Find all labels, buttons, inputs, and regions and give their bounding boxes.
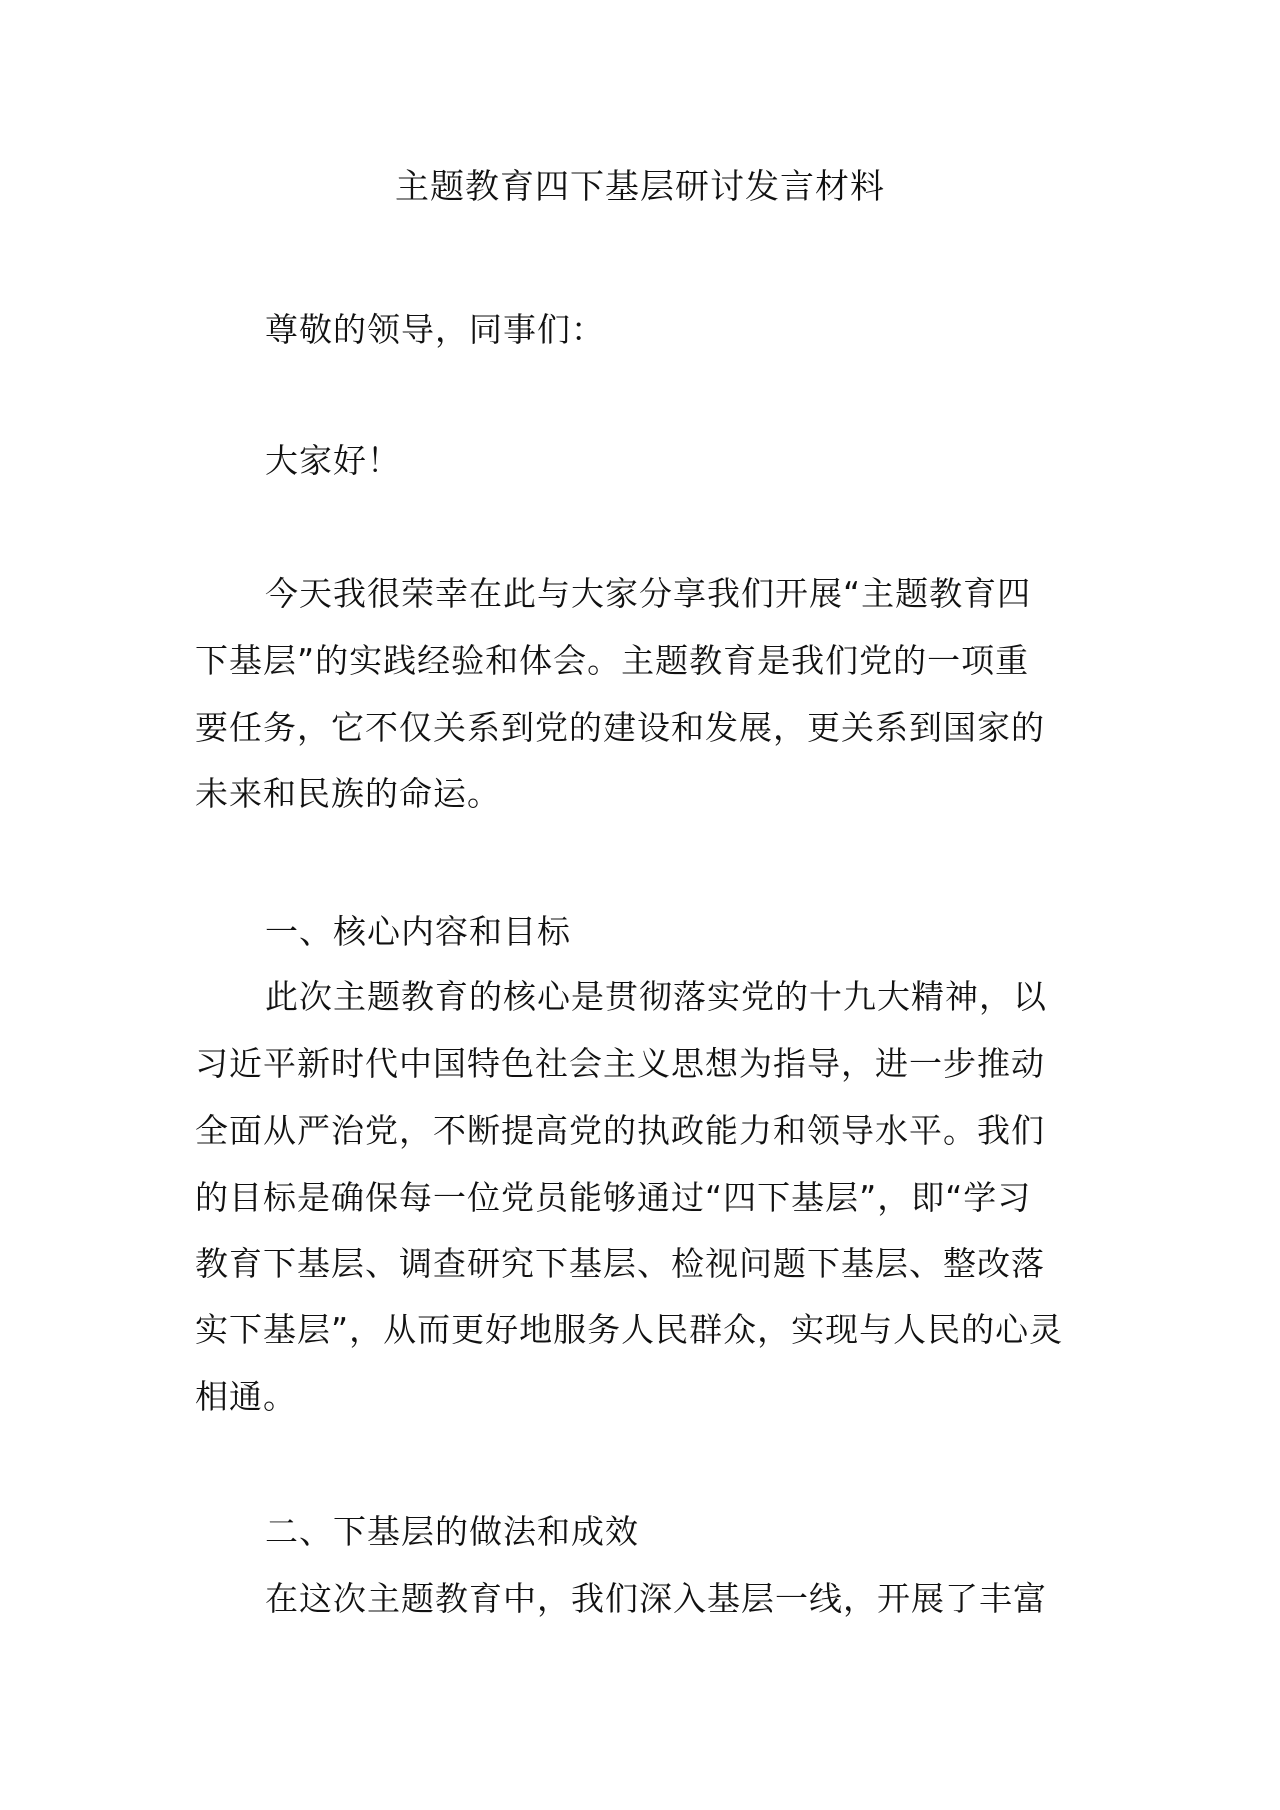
intro-line: 未来和民族的命运。	[195, 774, 501, 813]
section1-line: 教育下基层、调查研究下基层、检视问题下基层、整改落	[195, 1244, 1045, 1283]
section2-line: 在这次主题教育中，我们深入基层一线，开展了丰富	[265, 1579, 1047, 1618]
section1-line: 实下基层”，从而更好地服务人民群众，实现与人民的心灵	[195, 1310, 1064, 1349]
section1-line: 相通。	[195, 1377, 297, 1416]
intro-line: 要任务，它不仅关系到党的建设和发展，更关系到国家的	[195, 708, 1045, 747]
document-title: 主题教育四下基层研讨发言材料	[395, 167, 885, 207]
section-heading-2: 二、下基层的做法和成效	[265, 1512, 639, 1551]
greeting: 大家好！	[265, 441, 401, 480]
salutation: 尊敬的领导，同事们：	[265, 310, 605, 349]
intro-line: 下基层”的实践经验和体会。主题教育是我们党的一项重	[195, 641, 1030, 680]
intro-line: 今天我很荣幸在此与大家分享我们开展“主题教育四	[265, 574, 1032, 613]
section1-line: 全面从严治党，不断提高党的执政能力和领导水平。我们	[195, 1111, 1045, 1150]
section-heading-1: 一、核心内容和目标	[265, 912, 571, 951]
section1-line: 的目标是确保每一位党员能够通过“四下基层”，即“学习	[195, 1178, 1032, 1217]
section1-line: 此次主题教育的核心是贯彻落实党的十九大精神，以	[265, 977, 1047, 1016]
section1-line: 习近平新时代中国特色社会主义思想为指导，进一步推动	[195, 1044, 1045, 1083]
